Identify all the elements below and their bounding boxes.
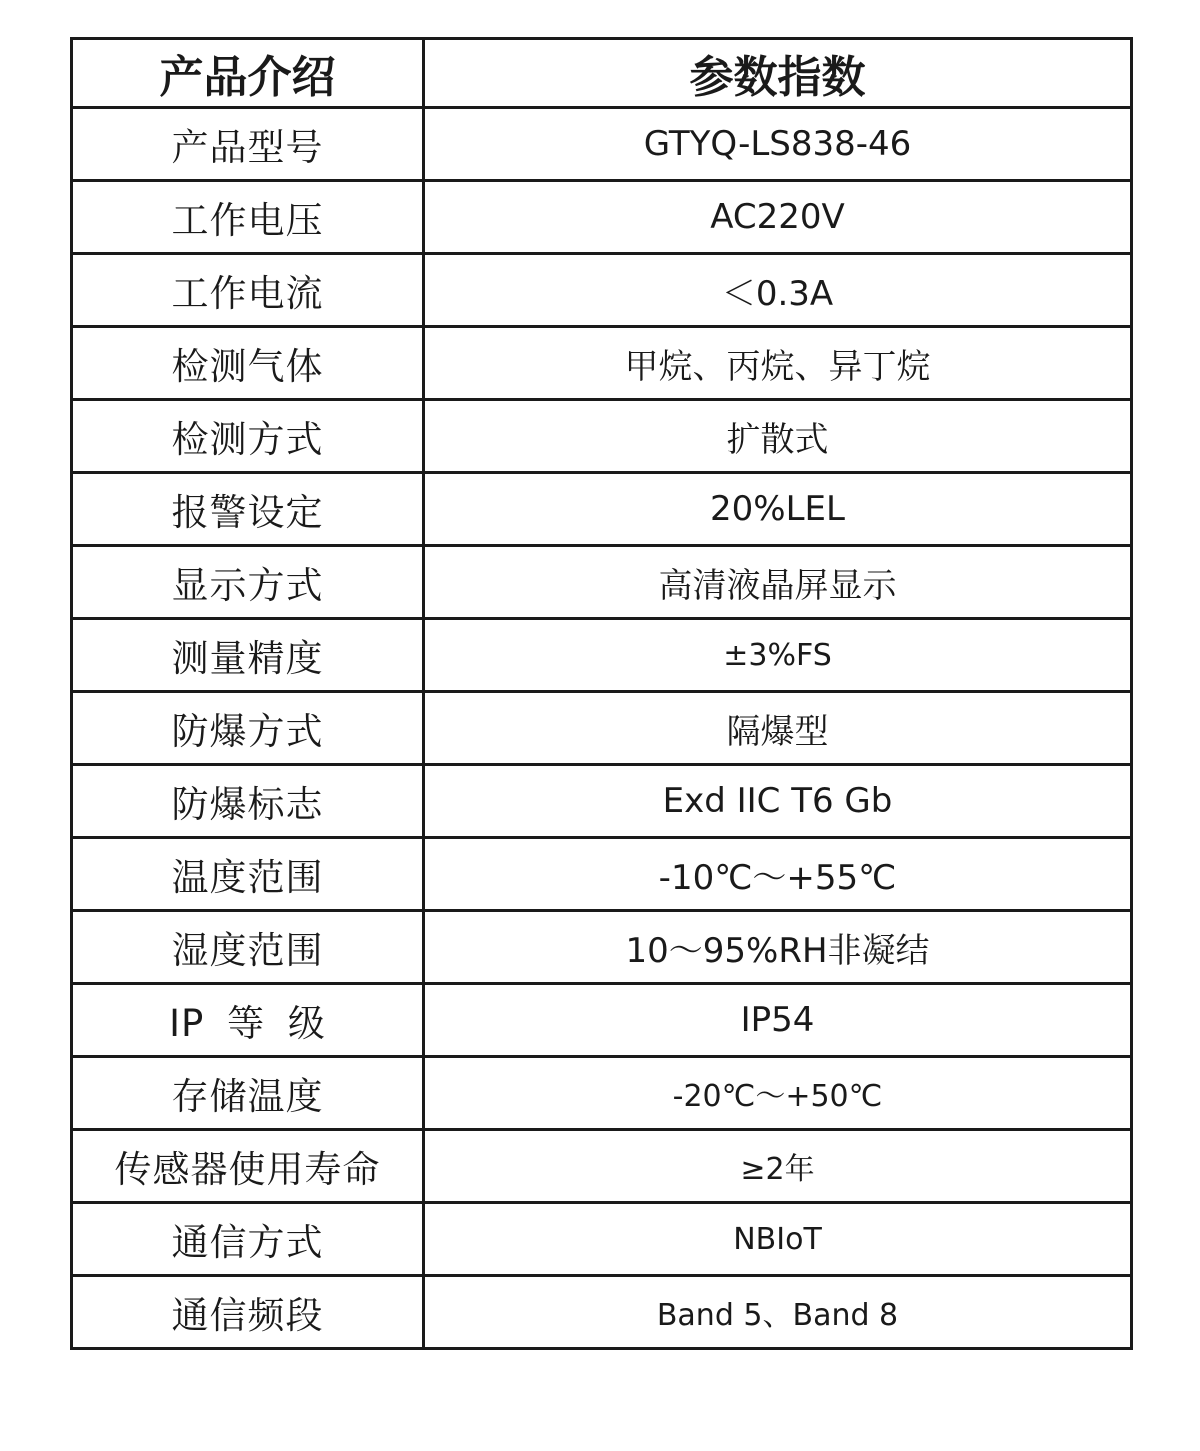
row-label: 防爆方式: [72, 692, 424, 765]
table-row: [72, 327, 1132, 400]
table-row: [72, 400, 1132, 473]
row-label: 通信方式: [72, 1203, 424, 1276]
table-row: [72, 546, 1132, 619]
row-value: 甲烷、丙烷、异丁烷: [424, 327, 1132, 400]
table-row: [72, 692, 1132, 765]
row-label: 存储温度: [72, 1057, 424, 1130]
row-label: 湿度范围: [72, 911, 424, 984]
row-value: 高清液晶屏显示: [424, 546, 1132, 619]
row-value: Exd IIC T6 Gb: [424, 765, 1132, 838]
row-label: 检测方式: [72, 400, 424, 473]
table-row: [72, 765, 1132, 838]
table-row: [72, 911, 1132, 984]
row-label: 传感器使用寿命: [72, 1130, 424, 1203]
table-row: [72, 984, 1132, 1057]
row-value: IP54: [424, 984, 1132, 1057]
table-row: [72, 619, 1132, 692]
table-header-row: [72, 39, 1132, 108]
table-row: [72, 1203, 1132, 1276]
row-value: 20%LEL: [424, 473, 1132, 546]
table-row: [72, 473, 1132, 546]
row-value: AC220V: [424, 181, 1132, 254]
row-value: NBIoT: [424, 1203, 1132, 1276]
table-row: [72, 108, 1132, 181]
spec-table: [70, 37, 1133, 1350]
row-value: 隔爆型: [424, 692, 1132, 765]
table-row: [72, 1276, 1132, 1349]
table-row: [72, 181, 1132, 254]
table-row: [72, 838, 1132, 911]
row-label: 温度范围: [72, 838, 424, 911]
row-value: Band 5、Band 8: [424, 1276, 1132, 1349]
header-parameter-index: 参数指数: [424, 39, 1132, 108]
table-row: [72, 1130, 1132, 1203]
row-label: IP 等 级: [72, 984, 424, 1057]
row-value: GTYQ-LS838-46: [424, 108, 1132, 181]
row-value: ≥2年: [424, 1130, 1132, 1203]
row-value: ＜0.3A: [424, 254, 1132, 327]
row-label: 报警设定: [72, 473, 424, 546]
row-label: 防爆标志: [72, 765, 424, 838]
row-label: 工作电流: [72, 254, 424, 327]
row-label: 测量精度: [72, 619, 424, 692]
table-row: [72, 1057, 1132, 1130]
row-value: -20℃～+50℃: [424, 1057, 1132, 1130]
row-value: ±3%FS: [424, 619, 1132, 692]
row-value: 10～95%RH非凝结: [424, 911, 1132, 984]
row-label: 产品型号: [72, 108, 424, 181]
header-product-intro: 产品介绍: [72, 39, 424, 108]
row-label: 工作电压: [72, 181, 424, 254]
row-label: 检测气体: [72, 327, 424, 400]
row-value: -10℃～+55℃: [424, 838, 1132, 911]
row-label: 通信频段: [72, 1276, 424, 1349]
row-value: 扩散式: [424, 400, 1132, 473]
row-label: 显示方式: [72, 546, 424, 619]
table-row: [72, 254, 1132, 327]
